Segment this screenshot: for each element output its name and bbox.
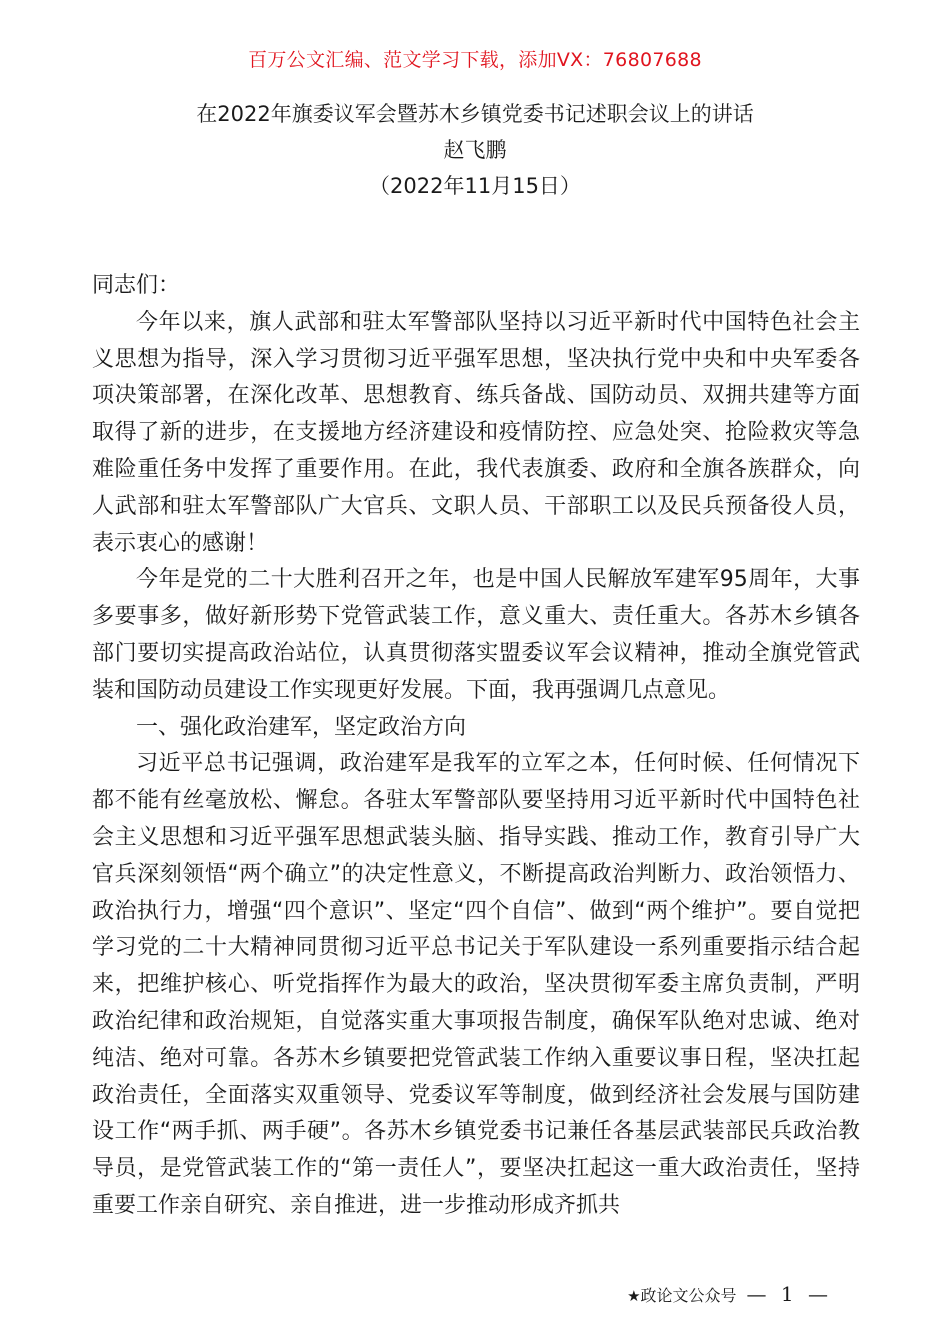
page-footer [627,1282,832,1306]
footer-source [627,1283,736,1306]
speech-date: （2022年11月15日） [369,174,581,198]
star-icon: ★ [627,1286,641,1305]
speech-author: 赵飞鹏 [443,138,507,162]
download-banner: 百万公文汇编、范文学习下载，添加VX：76807688 [248,49,702,71]
paragraph-1: 今年以来，旗人武部和驻太军警部队坚持以习近平新时代中国特色社会主义思想为指导，深入学习贯彻习近平强军思想，坚决执行党中央和中央军委各项决策部署，在深化改革、思想教育、练兵备战、国防动员、双拥共建等方面取得了新的进步，在支援地方经济建设和疫情防控、应急处突、抢险救灾等急难险重任务中发挥了重要作用。在此，我代表旗委、政府和全旗各族群众，向人武部和驻太军警部队广大官兵、文职人员、干部职工以及民兵预备役人员，表示衷心的感谢！ [92,309,860,556]
paragraph-3: 习近平总书记强调，政治建军是我军的立军之本，任何时候、任何情况下都不能有丝毫放松、懈怠。各驻太军警部队要坚持用习近平新时代中国特色社会主义思想和习近平强军思想武装头脑、指导实践、推动工作，教育引导广大官兵深刻领悟“两个确立”的决定性意义，不断提高政治判断力、政治领悟力、政治执行力，增强“四个意识”、坚定“四个自信”、做到“两个维护”。要自觉把学习党的二十大精神同贯彻习近平总书记关于军队建设一系列重要指示结合起来，把维护核心、听党指挥作为最大的政治，坚决贯彻军委主席负责制，严明政治纪律和政治规矩，自觉落实重大事项报告制度，确保军队绝对忠诚、绝对纯洁、绝对可靠。各苏木乡镇要把党管武装工作纳入重要议事日程，坚决扛起政治责任，全面落实双重领导、党委议军等制度，做到经济社会发展与国防建设工作“两手抓、两手硬”。各苏木乡镇党委书记兼任各基层武装部民兵政治教导员，是党管武装工作的“第一责任人”，要坚决扛起这一重大政治责任，坚持重要工作亲自研究、亲自推进，进一步推动形成齐抓共 [92,751,860,1218]
paragraph-2: 今年是党的二十大胜利召开之年，也是中国人民解放军建军95周年，大事多要事多，做好新形势下党管武装工作，意义重大、责任重大。各苏木乡镇各部门要切实提高政治站位，认真贯彻落实盟委议军会议精神，推动全旗党管武装和国防动员建设工作实现更好发展。下面，我再强调几点意见。 [92,567,860,703]
title-block [0,96,950,204]
speech-title: 在2022年旗委议军会暨苏木乡镇党委书记述职会议上的讲话 [196,102,754,126]
page-number: — 1 — [746,1282,832,1306]
salutation: 同志们： [92,273,181,298]
footer-label: 政论文公众号 [640,1285,737,1305]
speech-body [92,268,860,1225]
section-heading-1: 一、强化政治建军，坚定政治方向 [136,714,467,740]
